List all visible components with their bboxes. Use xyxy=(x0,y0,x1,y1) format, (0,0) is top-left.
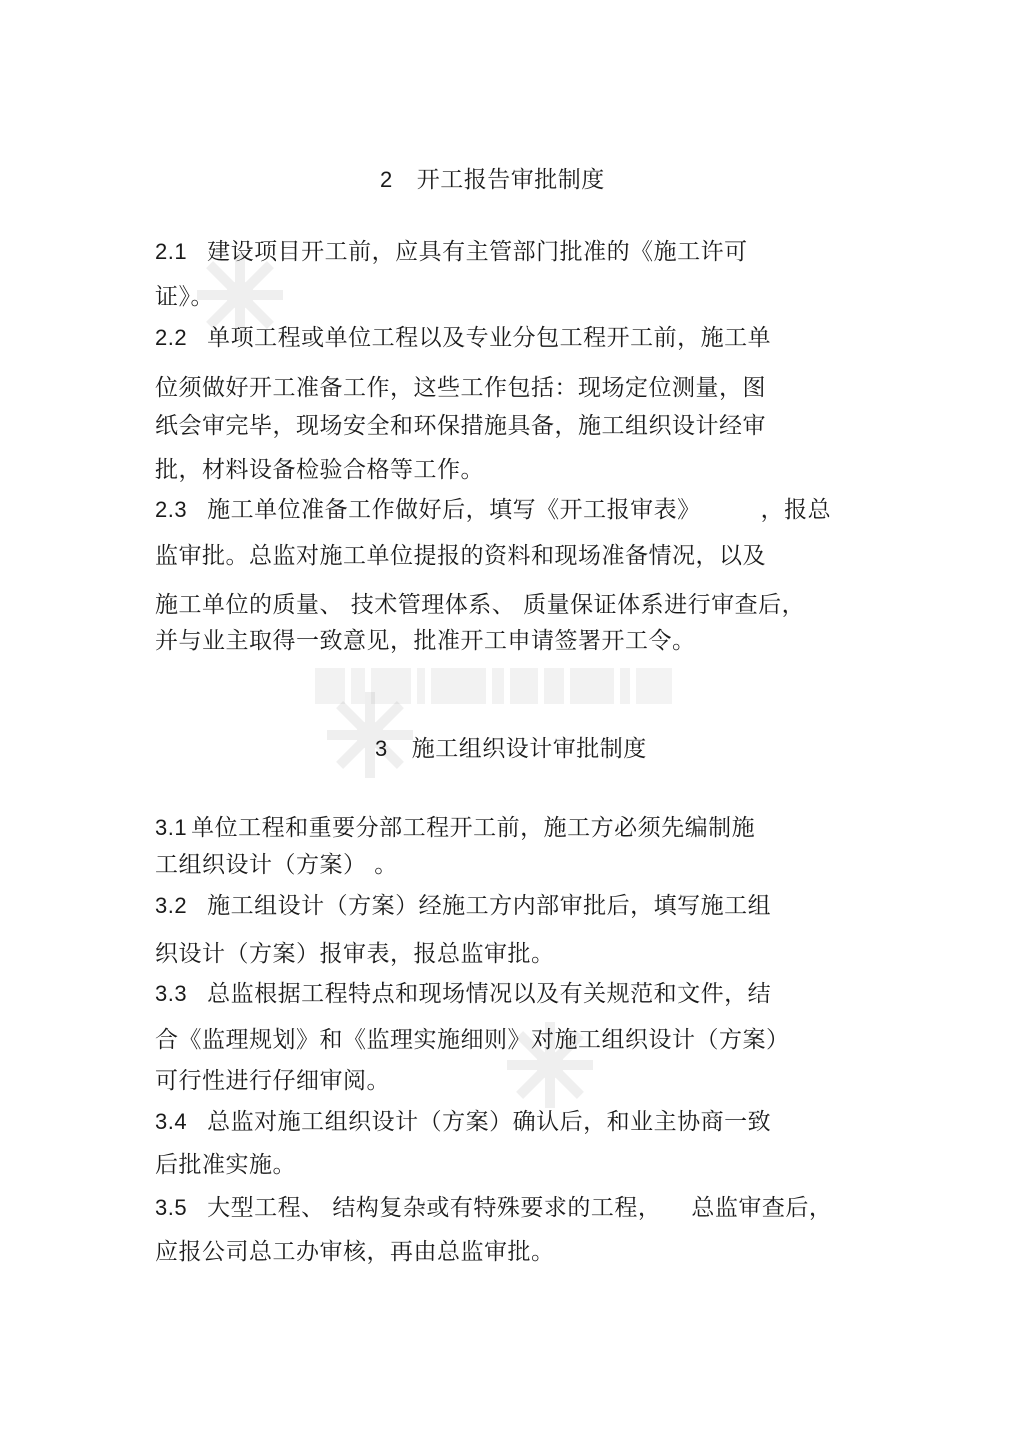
heading-text: 开工报告审批制度 xyxy=(416,167,605,193)
scan-artifact xyxy=(315,668,725,704)
clause-number: 3.3 xyxy=(155,981,188,1006)
heading-number: 2 xyxy=(380,167,393,192)
clause-number: 2.3 xyxy=(155,497,188,522)
clause-number: 2.1 xyxy=(155,239,188,264)
clause-3-2 xyxy=(155,891,771,921)
paragraph-line: 施工单位的质量、 技术管理体系、 质量保证体系进行审查后， xyxy=(155,592,806,618)
paragraph-line: 工组织设计（方案） 。 xyxy=(155,852,398,878)
clause-2-3 xyxy=(155,495,831,525)
paragraph-line: 纸会审完毕，现场安全和环保措施具备，施工组织设计经审 xyxy=(155,413,766,439)
paragraph-line: 证》。 xyxy=(155,284,214,310)
paragraph-line: 应报公司总工办审核，再由总监审批。 xyxy=(155,1239,555,1265)
paragraph-line: 并与业主取得一致意见，批准开工申请签署开工令。 xyxy=(155,628,696,654)
clause-text: 总监根据工程特点和现场情况以及有关规范和文件，结 xyxy=(207,981,772,1007)
paragraph-line: 位须做好开工准备工作，这些工作包括：现场定位测量，图 xyxy=(155,375,766,401)
clause-3-5 xyxy=(155,1193,832,1223)
paragraph-line: 批，材料设备检验合格等工作。 xyxy=(155,457,484,483)
clause-number: 3.5 xyxy=(155,1195,188,1220)
section-3-heading xyxy=(375,734,647,764)
clause-3-4 xyxy=(155,1107,771,1137)
paragraph-line: 织设计（方案）报审表，报总监审批。 xyxy=(155,941,555,967)
clause-number: 2.2 xyxy=(155,325,188,350)
clause-text-tail: ，报总 xyxy=(760,497,832,523)
paragraph-line: 后批准实施。 xyxy=(155,1152,296,1178)
section-2-heading xyxy=(380,165,605,195)
clause-text-tail: 总监审查后， xyxy=(691,1195,833,1221)
clause-text: 总监对施工组织设计（方案）确认后，和业主协商一致 xyxy=(207,1109,772,1135)
clause-text: 大型工程、 结构复杂或有特殊要求的工程， xyxy=(207,1195,662,1221)
clause-3-1 xyxy=(155,813,755,843)
clause-text: 单项工程或单位工程以及专业分包工程开工前，施工单 xyxy=(207,325,772,351)
clause-text: 建设项目开工前，应具有主管部门批准的《施工许可 xyxy=(207,239,748,265)
heading-text: 施工组织设计审批制度 xyxy=(411,736,647,762)
clause-number: 3.2 xyxy=(155,893,188,918)
clause-3-3 xyxy=(155,979,771,1009)
clause-text: 施工组设计（方案）经施工方内部审批后，填写施工组 xyxy=(207,893,772,919)
clause-number: 3.4 xyxy=(155,1109,188,1134)
paragraph-line: 监审批。总监对施工单位提报的资料和现场准备情况，以及 xyxy=(155,543,766,569)
paragraph-line: 可行性进行仔细审阅。 xyxy=(155,1068,390,1094)
clause-2-2 xyxy=(155,323,771,353)
heading-number: 3 xyxy=(375,736,388,761)
clause-number: 3.1 xyxy=(155,815,188,840)
clause-2-1 xyxy=(155,237,748,267)
clause-text: 施工单位准备工作做好后，填写《开工报审表》 xyxy=(207,497,701,523)
paragraph-line: 合《监理规划》和《监理实施细则》对施工组织设计（方案） xyxy=(155,1027,790,1053)
clause-text: 单位工程和重要分部工程开工前，施工方必须先编制施 xyxy=(191,815,756,841)
